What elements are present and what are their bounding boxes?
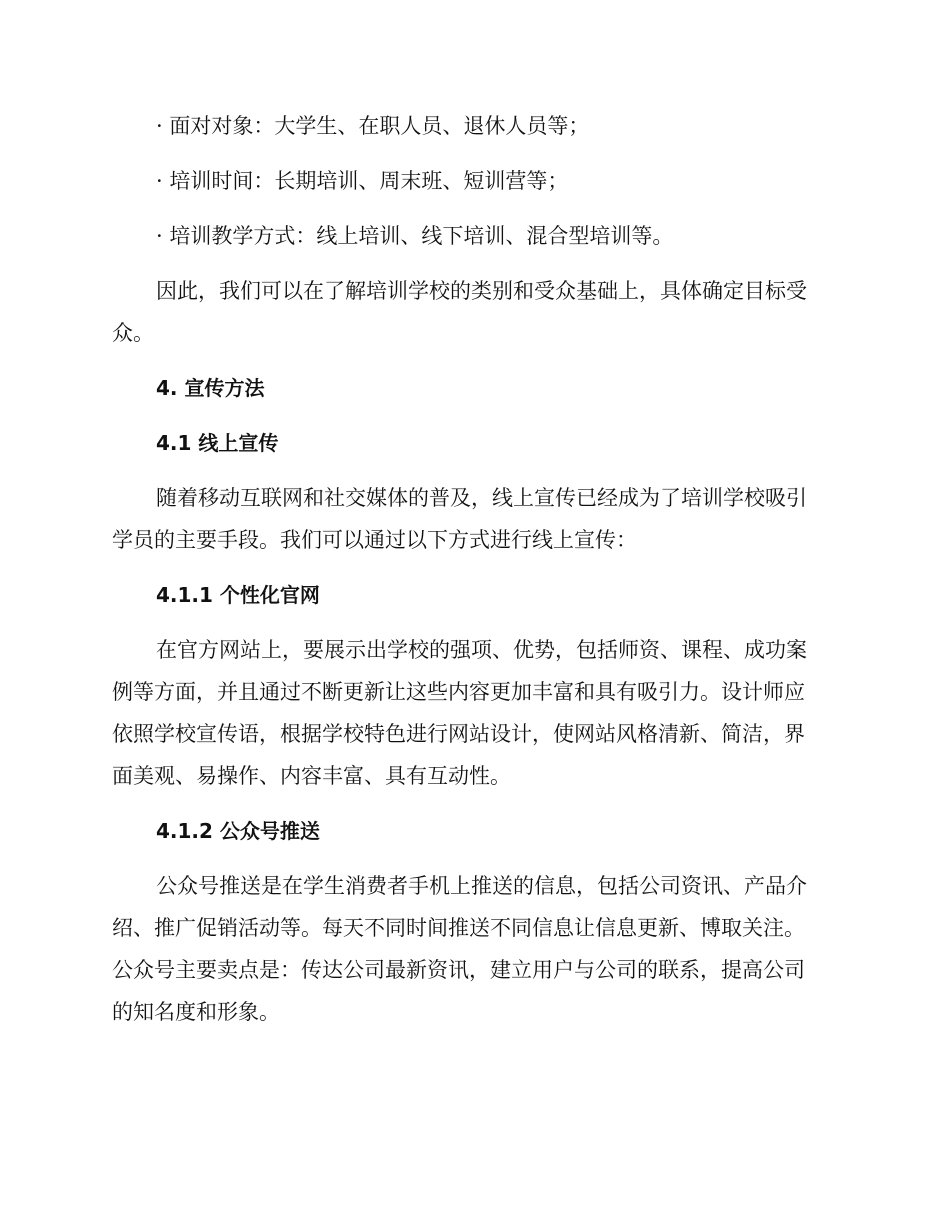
section-heading-online-promotion: 4.1 线上宣传 xyxy=(156,431,279,455)
paragraph-online-promotion xyxy=(112,477,830,561)
bullet-training-time: · 培训时间：长期培训、周末班、短训营等； xyxy=(156,169,569,193)
bullet-audience: · 面对对象：大学生、在职人员、退休人员等； xyxy=(156,114,590,138)
paragraph-line: 例等方面，并且通过不断更新让这些内容更加丰富和具有吸引力。设计师应 xyxy=(112,680,805,704)
paragraph-line: 依照学校宣传语，根据学校特色进行网站设计，使网站风格清新、简洁，界 xyxy=(112,722,805,746)
bullet-teaching-mode: · 培训教学方式：线上培训、线下培训、混合型培训等。 xyxy=(156,224,674,248)
paragraph-target-audience xyxy=(112,270,830,354)
section-heading-official-website: 4.1.1 个性化官网 xyxy=(156,583,320,607)
paragraph-line: 随着移动互联网和社交媒体的普及，线上宣传已经成为了培训学校吸引 xyxy=(156,486,807,510)
paragraph-line: 的知名度和形象。 xyxy=(112,1000,280,1024)
paragraph-line: 面美观、易操作、内容丰富、具有互动性。 xyxy=(112,764,511,788)
section-heading-promotion-methods: 4. 宣传方法 xyxy=(156,376,265,400)
paragraph-official-account xyxy=(112,865,830,1033)
section-heading-official-account: 4.1.2 公众号推送 xyxy=(156,819,320,843)
paragraph-line: 因此，我们可以在了解培训学校的类别和受众基础上，具体确定目标受 xyxy=(156,279,807,303)
paragraph-line: 公众号推送是在学生消费者手机上推送的信息，包括公司资讯、产品介 xyxy=(156,874,807,898)
paragraph-line: 众。 xyxy=(112,321,154,345)
paragraph-line: 绍、推广促销活动等。每天不同时间推送不同信息让信息更新、博取关注。 xyxy=(112,916,805,940)
paragraph-official-website xyxy=(112,629,830,797)
paragraph-line: 学员的主要手段。我们可以通过以下方式进行线上宣传： xyxy=(112,528,637,552)
paragraph-line: 公众号主要卖点是：传达公司最新资讯，建立用户与公司的联系，提高公司 xyxy=(112,958,805,982)
paragraph-line: 在官方网站上，要展示出学校的强项、优势，包括师资、课程、成功案 xyxy=(156,638,807,662)
document-body xyxy=(112,105,830,1046)
